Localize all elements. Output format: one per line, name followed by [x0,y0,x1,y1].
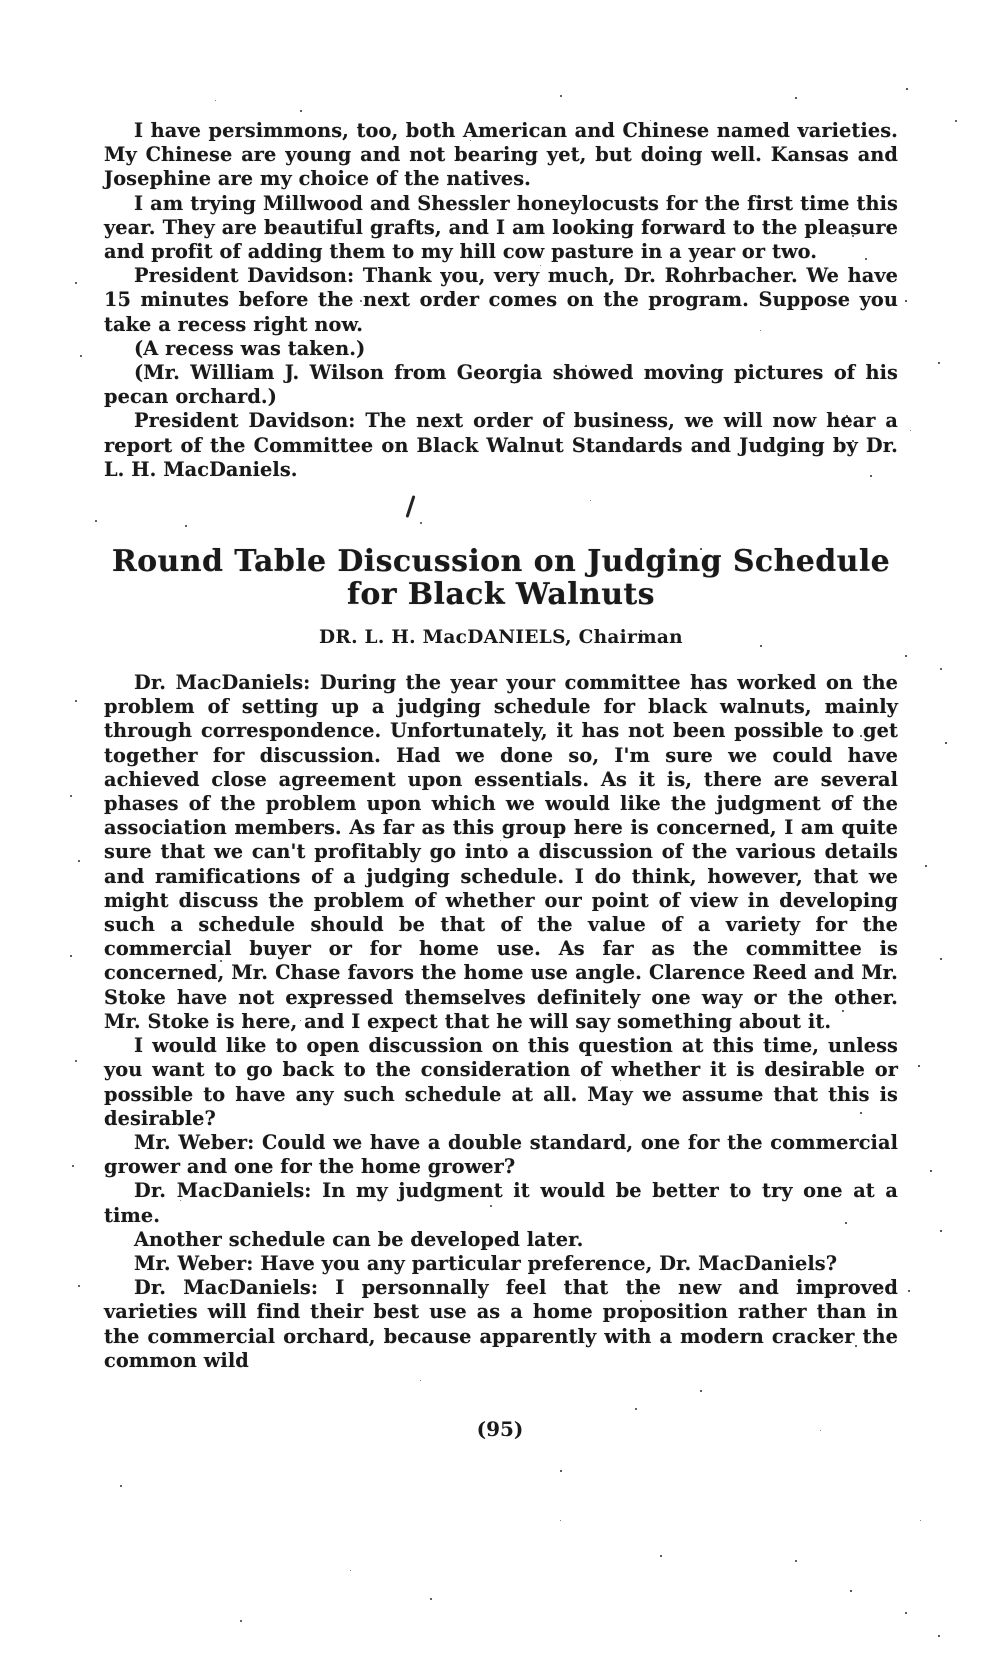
section-chairman: DR. L. H. MacDANIELS, Chairman [319,627,683,649]
paragraph-wilson-note: (Mr. William J. Wilson from Georgia showed moving pictures of his pecan orchard.) [104,361,898,409]
section-title-line1: Round Table Discussion on Judging Schedule [111,544,891,580]
paragraph-macdaniels-one-at-a-time: Dr. MacDaniels: In my judgment it would be better to try one at a time. [104,1179,898,1227]
paragraph-davidson-next-order: President Davidson: The next order of business, we will now hear a report of the Committee on Black Walnut Standards and Judging by Dr. L. H. MacDaniels. [104,409,898,481]
paragraph-honeylocusts: I am trying Millwood and Shessler honeylocusts for the first time this year. They are beautiful grafts, and I am looking forward to the pleasure and profit of adding them to my hill cow pasture in a year or two. [104,191,898,264]
paragraph-weber-double-standard: Mr. Weber: Could we have a double standard, one for the commercial grower and one for the home grower? [104,1130,898,1179]
paragraph-davidson-recess: President Davidson: Thank you, very much, Dr. Rohrbacher. We have 15 minutes before the next order comes on the program. Suppose you take a recess right now. [104,264,898,336]
paragraph-another-schedule: Another schedule can be developed later. [134,1227,584,1251]
scan-noise-layer [0,0,2,2]
section-title [104,545,898,611]
paragraph-open-discussion: I would like to open discussion on this question at this time, unless you want to go back to the consideration of whether it is desirable or possible to have any such schedule at all. May we assume that this is desirable? [104,1034,898,1130]
paragraph-weber-preference: Mr. Weber: Have you any particular preference, Dr. MacDaniels? [134,1251,838,1275]
page-text-column [104,119,898,1373]
paragraph-macdaniels-personal: Dr. MacDaniels: I personnally feel that the new and improved varieties will find their best use as a home proposition rather than in the commercial orchard, because apparently with a modern cracker the common wild [104,1276,898,1372]
scan-noise-layer-light [0,0,1,1]
paragraph-recess-note: (A recess was taken.) [134,336,366,360]
paragraph-macdaniels-report: Dr. MacDaniels: During the year your committee has worked on the problem of setting up a judging schedule for black walnuts, mainly through correspondence. Unfortunately, it has not been possible to get together for discussion. Had we done so, I'm sure we could have achieved close agreement upon essentials. As it is, there are several phases of the problem upon which we would like the judgment of the association members. As far as this group here is concerned, I am quite sure that we can't profitably go into a discussion of the various details and ramifications of a judging schedule. I do think, however, that we might discuss the problem of whether our point of view in developing such a schedule should be that of the value of a variety for the commercial buyer or for home use. As far as the committee is concerned, Mr. Chase favors the home use angle. Clarence Reed and Mr. Stoke have not expressed themselves definitely one way or the other. Mr. Stoke is here, and I expect that he will say something about it. [104,671,898,1033]
paragraph-persimmons: I have persimmons, too, both American and Chinese named varieties. My Chinese are young and not bearing yet, but doing well. Kansas and Josephine are my choice of the natives. [104,119,898,191]
page-number: (95) [476,1417,524,1441]
section-title-line2: for Black Walnuts [347,577,655,613]
